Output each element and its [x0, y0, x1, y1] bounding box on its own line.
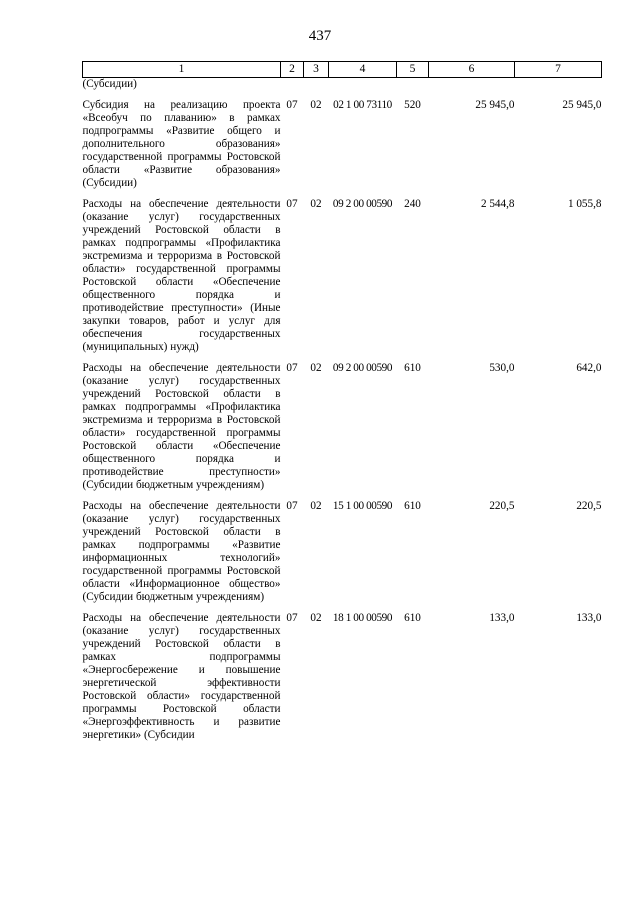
row-amount-year1: 530,0 — [489, 362, 515, 374]
row-description: Расходы на обеспечение деятельности (оказание услуг) государственных учреждений Ростовской области в рамках подпрограммы «Профилактика экстремизма и терроризма в Ростовской области» государственной программы Ростовской области «Обеспечение общественного порядка и противодействие преступности» (Иные закупки товаров, работ и услуг для обеспечения государственных (муниципальных) нужд) — [82, 198, 281, 353]
row-description: Субсидия на реализацию проекта «Всеобуч по плаванию» в рамках подпрограммы «Развитие общего и дополнительного образования» государственной программы Ростовской области «Развитие образования» (Субсидии) — [82, 99, 281, 189]
row-target-article: 09 2 00 00590 — [332, 198, 393, 210]
page-number: 437 — [308, 28, 332, 44]
row-subsection: 02 — [310, 500, 322, 512]
row-target-article: 18 1 00 00590 — [332, 612, 393, 624]
row-amount-year1: 133,0 — [489, 612, 515, 624]
row-subsection: 02 — [310, 99, 322, 111]
column-header: 5 — [397, 62, 429, 78]
row-expense-type: 610 — [404, 362, 421, 374]
row-section: 07 — [286, 612, 298, 624]
row-subsection: 02 — [310, 362, 322, 374]
column-header: 3 — [304, 62, 329, 78]
row-description: Расходы на обеспечение деятельности (оказание услуг) государственных учреждений Ростовской области в рамках подпрограммы «Энергосбережение и повышение энергетической эффективности Ростовской области» государственной программы Ростовской области «Энергоэффективность и развитие энергетики» (Субсидии — [82, 612, 281, 741]
table-row — [83, 492, 602, 604]
row-amount-year2: 133,0 — [576, 612, 602, 624]
row-amount-year1: 25 945,0 — [475, 99, 515, 111]
row-target-article: 02 1 00 73110 — [333, 99, 392, 111]
row-amount-year1: 2 544,8 — [480, 198, 515, 210]
column-header: 4 — [329, 62, 397, 78]
row-expense-type: 240 — [404, 198, 421, 210]
column-header: 7 — [515, 62, 602, 78]
row-description: Расходы на обеспечение деятельности (оказание услуг) государственных учреждений Ростовской области в рамках подпрограммы «Развитие информационных технологий» государственной программы Ростовской области «Информационное общество» (Субсидии бюджетным учреждениям) — [82, 500, 281, 603]
row-subsection: 02 — [310, 198, 322, 210]
row-section: 07 — [286, 362, 298, 374]
row-amount-year1: 220,5 — [489, 500, 515, 512]
budget-table — [82, 61, 602, 742]
table-row — [83, 354, 602, 492]
row-amount-year2: 1 055,8 — [567, 198, 602, 210]
row-expense-type: 610 — [404, 612, 421, 624]
row-amount-year2: 642,0 — [576, 362, 602, 374]
row-description: Расходы на обеспечение деятельности (оказание услуг) государственных учреждений Ростовской области в рамках подпрограммы «Профилактика экстремизма и терроризма в Ростовской области» государственной программы Ростовской области «Обеспечение общественного порядка и противодействие преступности» (Субсидии бюджетным учреждениям) — [82, 362, 281, 491]
row-subsection: 02 — [310, 612, 322, 624]
row-amount-year2: 25 945,0 — [562, 99, 602, 111]
row-expense-type: 610 — [404, 500, 421, 512]
continuation-text: (Субсидии) — [82, 78, 137, 90]
column-header: 6 — [429, 62, 515, 78]
row-expense-type: 520 — [404, 99, 421, 111]
row-target-article: 15 1 00 00590 — [332, 500, 393, 512]
row-amount-year2: 220,5 — [576, 500, 602, 512]
column-header: 1 — [83, 62, 281, 78]
table-row — [83, 604, 602, 742]
column-header-row — [83, 62, 602, 78]
row-section: 07 — [286, 500, 298, 512]
column-header: 2 — [281, 62, 304, 78]
row-section: 07 — [286, 198, 298, 210]
continuation-row — [83, 78, 602, 92]
row-section: 07 — [286, 99, 298, 111]
row-target-article: 09 2 00 00590 — [332, 362, 393, 374]
table-row — [83, 91, 602, 190]
table-row — [83, 190, 602, 354]
